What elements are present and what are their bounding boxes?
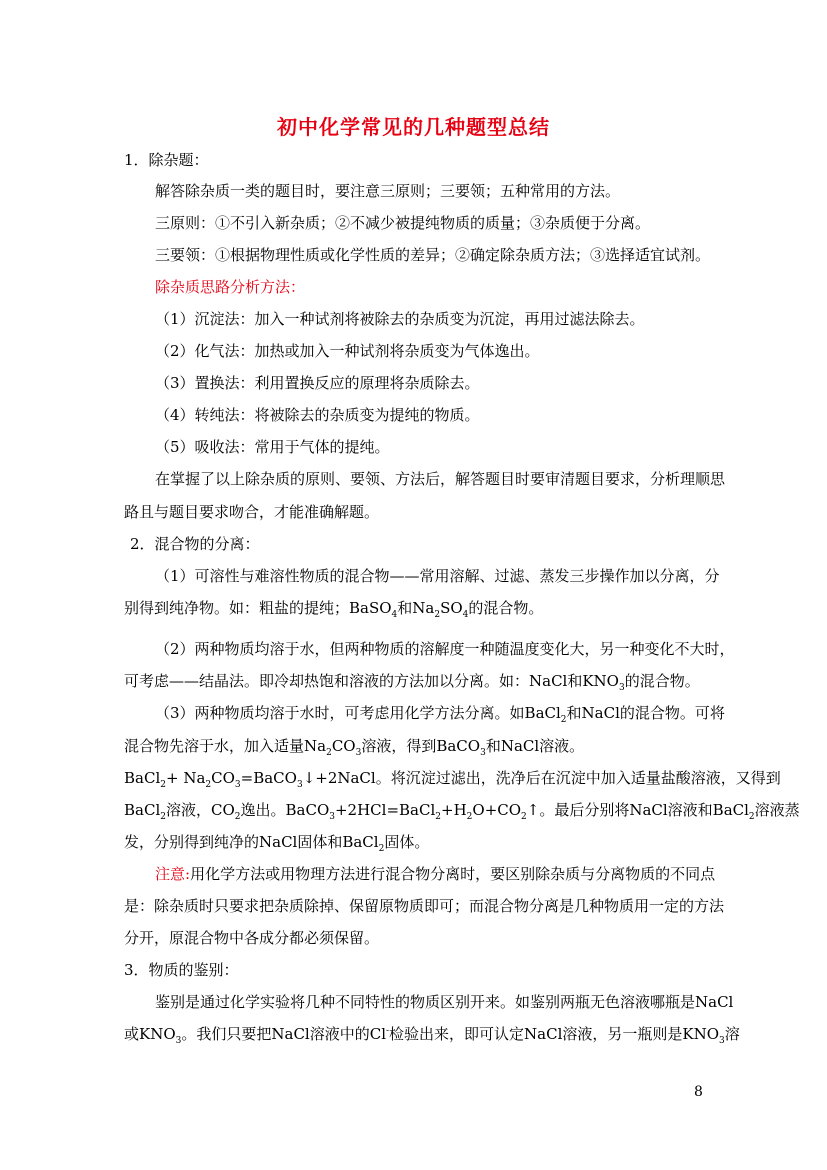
note-paragraph: 是：除杂质时只要求把杂质除掉、保留原物质即可；而混合物分离是几种物质用一定的方法 — [124, 897, 725, 915]
paragraph: 鉴别是通过化学实验将几种不同特性的物质区别开来。如鉴别两瓶无色溶液哪瓶是NaCl — [155, 993, 734, 1011]
method-item: （5）吸收法：常用于气体的提纯。 — [155, 438, 390, 456]
paragraph: 混合物先溶于水，加入适量$Na_2CO_3$溶液，得到BaCO$_3$和NaCl溶液。 — [124, 737, 585, 758]
section-heading-1: 1．除杂题： — [124, 151, 209, 169]
paragraph: 路且与题目要求吻合，才能准确解题。 — [124, 503, 380, 521]
note-paragraph: 分开，原混合物中各成分都必须保留。 — [124, 929, 380, 947]
paragraph: （1）可溶性与难溶性物质的混合物——常用溶解、过滤、蒸发三步操作加以分离，分 — [155, 567, 720, 585]
paragraph: 可考虑——结晶法。即冷却热饱和溶液的方法加以分离。如：NaCl和$KNO_3$的混合物。 — [124, 672, 700, 693]
equation-line: 发，分别得到纯净的NaCl固体和BaCl$_2$固体。 — [124, 833, 430, 854]
paragraph: 三要领：①根据物理性质或化学性质的差异；②确定除杂质方法；③选择适宜试剂。 — [155, 246, 711, 264]
note-label: 注意: — [155, 865, 191, 883]
method-item: （2）化气法：加热或加入一种试剂将杂质变为气体逸出。 — [155, 342, 540, 360]
page-title: 初中化学常见的几种题型总结 — [277, 115, 550, 139]
page-number: 8 — [694, 1084, 703, 1100]
paragraph: 在掌握了以上除杂质的原则、要领、方法后，解答题目时要审清题目要求，分析理顺思 — [155, 470, 726, 488]
paragraph: 三原则：①不引入新杂质；②不减少被提纯物质的质量；③杂质便于分离。 — [155, 214, 651, 232]
paragraph: （2）两种物质均溶于水，但两种物质的溶解度一种随温度变化大，另一种变化不大时， — [155, 640, 735, 658]
subheading: 除杂质思路分析方法： — [155, 278, 306, 296]
method-item: （4）转纯法：将被除去的杂质变为提纯的物质。 — [155, 406, 480, 424]
note-paragraph: 注意:用化学方法或用物理方法进行混合物分离时，要区别除杂质与分离物质的不同点 — [155, 865, 716, 883]
paragraph: （3）两种物质均溶于水时，可考虑用化学方法分离。如BaCl$_2$和NaCl的混合物。可将 — [155, 704, 725, 725]
paragraph: 或$KNO_3$。我们只要把NaCl溶液中的Cl-检验出来，即可认定NaCl溶液，另一瓶则是$KNO_3$溶 — [124, 1025, 740, 1046]
paragraph: 别得到纯净物。如：粗盐的提纯；BaSO$_4$和$Na_2SO_4$的混合物。 — [124, 599, 544, 620]
equation-line: BaCl$_2$溶液，$CO_2$逸出。$BaCO_3+2HCl=BaCl_2+H_2O+CO_2↑$。最后分别将NaCl溶液和BaCl$_2$溶液蒸 — [124, 801, 800, 822]
section-heading-3: 3．物质的鉴别： — [124, 961, 239, 979]
method-item: （1）沉淀法：加入一种试剂将被除去的杂质变为沉淀，再用过滤法除去。 — [155, 310, 645, 328]
section-heading-2: 2．混合物的分离： — [130, 535, 260, 553]
equation-line: BaCl$_2$+ $Na_2CO_3=BaCO_3↓+2NaCl$。将沉淀过滤出，洗净后在沉淀中加入适量盐酸溶液，又得到 — [124, 769, 781, 790]
method-item: （3）置换法：利用置换反应的原理将杂质除去。 — [155, 374, 480, 392]
paragraph: 解答除杂质一类的题目时，要注意三原则；三要领；五种常用的方法。 — [155, 182, 621, 200]
